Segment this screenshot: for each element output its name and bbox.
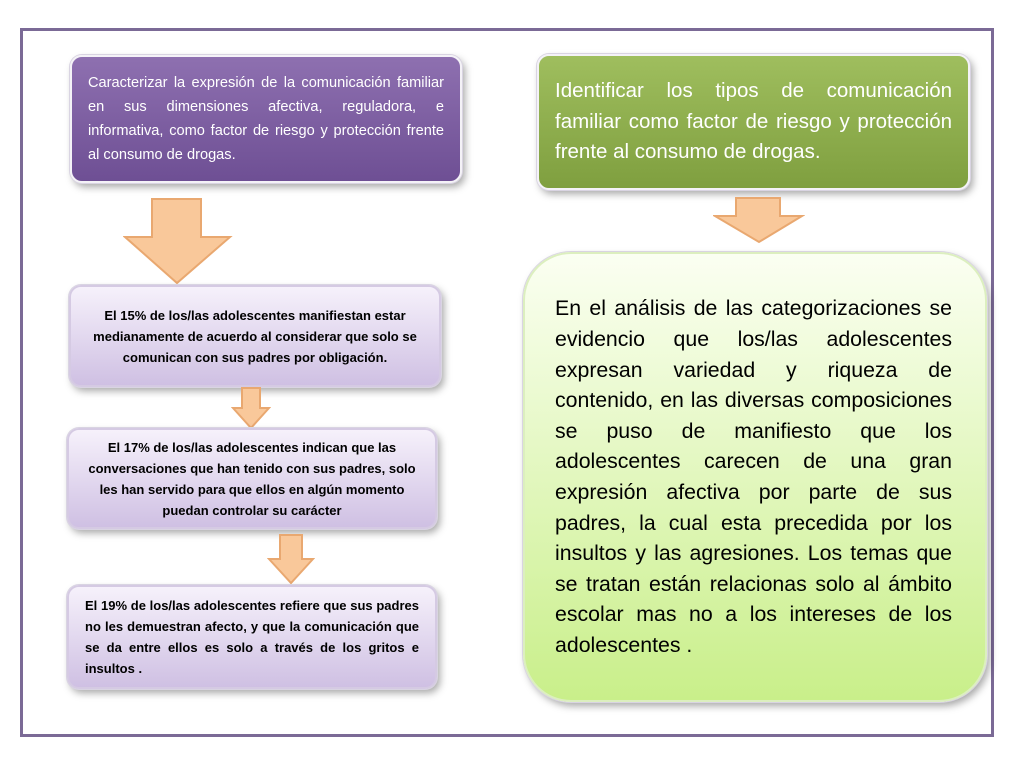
down-arrow-icon (713, 196, 805, 244)
finding-box-3 (67, 585, 437, 689)
objective-text-2: Identificar los tipos de comunicación familiar como factor de riesgo y protección frente al consumo de drogas. (555, 79, 952, 164)
down-arrow-icon (267, 533, 315, 585)
down-arrow-icon (231, 386, 271, 430)
finding-text-3: El 19% de los/las adolescentes refiere que sus padres no les demuestran afecto, y que la comunicación que se da entre ellos es solo a través de los gritos e insultos . (85, 598, 419, 676)
objective-box-2 (537, 54, 970, 190)
finding-text-2: El 17% de los/las adolescentes indican que las conversaciones que han tenido con sus padres, solo les han servido para que ellos en algún momento puedan controlar su carácter (88, 439, 416, 518)
analysis-text: En el análisis de las categorizaciones se evidencio que los/las adolescentes expresan variedad y riqueza de contenido, en las diversas composiciones se puso de manifiesto que los adolescentes carecen de una gran expresión afectiva por parte de sus padres, la cual esta precedida por los insultos y las agresiones. Los temas que se tratan están relacionas solo al ámbito escolar mas no a los intereses de los adolescentes . (555, 296, 952, 657)
analysis-box (523, 252, 987, 702)
down-arrow-icon (123, 197, 233, 285)
finding-box-1 (69, 285, 441, 387)
objective-text-1: Caracterizar la expresión de la comunicación familiar en sus dimensiones afectiva, reguladora, e informativa, como factor de riesgo y protección frente al consumo de drogas. (88, 75, 444, 163)
objective-box-1 (70, 55, 462, 183)
finding-box-2 (67, 428, 437, 529)
finding-text-1: El 15% de los/las adolescentes manifiestan estar medianamente de acuerdo al considerar que solo se comunican con sus padres por obligación. (93, 307, 417, 365)
